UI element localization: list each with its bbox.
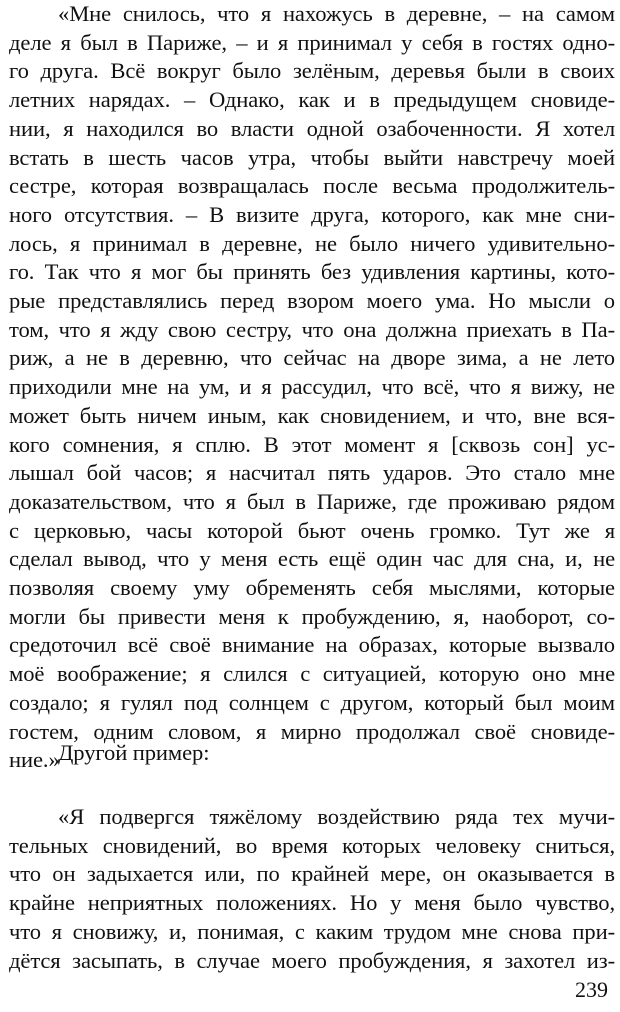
text-line: го друга. Всё вокруг было зелёным, деревья были в своих	[9, 58, 615, 84]
text-line: летних нарядах. – Однако, как и в предыдущем сновиде-	[9, 87, 615, 113]
text-line: нии, я находился во власти одной озабоченности. Я хотел	[9, 115, 615, 141]
text-line: дётся засыпать, в случае моего пробуждения, я захотел из-	[9, 947, 615, 973]
text-line: приходили мне на ум, и я рассудил, что всё, что я вижу, не	[9, 374, 615, 400]
text-line: «Мне снилось, что я нахожусь в деревне, – на самом	[58, 1, 615, 26]
text-line: ного отсутствия. – В визите друга, которого, как мне сни-	[9, 201, 615, 227]
text-line: сестре, которая возвращалась после весьма продолжитель-	[9, 173, 615, 199]
paragraph-dream-account	[9, 0, 615, 775]
text-line: создало; я гулял под солнцем с другом, который был моим	[9, 689, 615, 715]
text-line: риж, а не в деревню, что сейчас на дворе зима, а не лето	[9, 345, 615, 371]
text-line: моё воображение; я слился с ситуацией, которую оно мне	[9, 661, 615, 687]
text-line: го. Так что я мог бы принять без удивления картины, кото-	[9, 259, 615, 285]
text-line: рые представлялись перед взором моего ума. Но мысли о	[9, 288, 615, 314]
page-number: 239	[575, 977, 608, 1002]
text-line: средоточил всё своё внимание на образах, которые вызвало	[9, 632, 615, 658]
text-line: крайне неприятных положениях. Но у меня было чувство,	[9, 890, 615, 916]
text-line: ние.»	[9, 747, 60, 773]
text-line: кого сомнения, я сплю. В этот момент я [сквозь сон] ус-	[9, 431, 615, 457]
text-line: сделал вывод, что у меня есть ещё один час для сна, и, не	[9, 546, 615, 572]
text-line: Другой пример:	[58, 740, 210, 765]
text-line: деле я был в Париже, – и я принимал у себя в гостях одно-	[9, 29, 615, 55]
text-line: лось, я принимал в деревне, не было ничего удивительно-	[9, 230, 615, 256]
text-line: лышал бой часов; я насчитал пять ударов. Это стало мне	[9, 460, 615, 486]
text-line: с церковью, часы которой бьют очень громко. Тут же я	[9, 517, 615, 543]
text-line: что я сновижу, и, понимая, с каким трудом мне снова при-	[9, 918, 615, 944]
text-line: могли бы привести меня к пробуждению, я, наоборот, со-	[9, 603, 615, 629]
text-line: доказательством, что я был в Париже, где проживаю рядом	[9, 488, 615, 514]
text-line: том, что я жду свою сестру, что она должна приехать в Па-	[9, 316, 615, 342]
text-line: гостем, одним словом, я мирно продолжал своё сновиде-	[9, 718, 615, 744]
text-line: что он задыхается или, по крайней мере, он оказывается в	[9, 861, 615, 887]
paragraph-second-dream	[9, 803, 615, 975]
paragraph-another-example	[9, 739, 615, 768]
text-line: тельных сновидений, во время которых человеку сниться,	[9, 832, 615, 858]
text-line: может быть ничем иным, как сновидением, и что, вне вся-	[9, 402, 615, 428]
text-line: «Я подвергся тяжёлому воздействию ряда тех мучи-	[58, 804, 615, 829]
text-line: встать в шесть часов утра, чтобы выйти навстречу моей	[9, 144, 615, 170]
text-line: позволяя своему уму обременять себя мыслями, которые	[9, 575, 615, 601]
